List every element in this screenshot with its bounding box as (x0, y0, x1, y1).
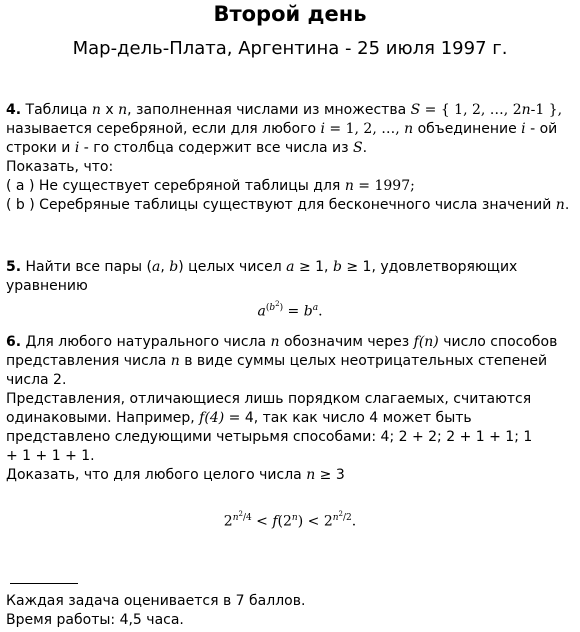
footnote-divider (10, 583, 78, 584)
problem-4-line-3: строки и i - го столбца содержит все числа из S. (6, 140, 368, 156)
problem-5-formula: $a^{(b^2)} = b^a$. (257, 300, 323, 320)
problem-4-line-2: называется серебряной, если для любого i = 1, 2, …, n объединение i - ой (6, 121, 558, 137)
problem-6-line-1: 6. Для любого натурального числа n обозначим через f(n) число способов (6, 334, 558, 350)
page-title: Второй день (213, 2, 367, 26)
problem-5 (6, 258, 572, 296)
footer-line-2: Время работы: 4,5 часа. (6, 612, 184, 628)
problem-4 (6, 101, 572, 215)
problem-6-line-7: + 1 + 1 + 1. (6, 448, 95, 464)
page-subtitle: Мар-дель-Плата, Аргентина - 25 июля 1997 г. (72, 38, 508, 59)
problem-6-line-4: Представления, отличающиеся лишь порядком слагаемых, считаются (6, 391, 532, 407)
footer (6, 592, 572, 630)
problem-6-line-6: представлено следующими четырьмя способами: 4; 2 + 2; 2 + 1 + 1; 1 (6, 429, 533, 445)
problem-6 (6, 333, 572, 485)
problem-6-line-8: Доказать, что для любого целого числа n ≥ 3 (6, 467, 345, 483)
problem-4-part-a: ( a ) Не существует серебряной таблицы для n = 1997; (6, 178, 415, 194)
problem-6-line-2: представления числа n в виде суммы целых неотрицательных степеней (6, 353, 548, 369)
problem-4-number: 4. (6, 102, 22, 118)
problem-6-line-5: одинаковыми. Например, f(4) = 4, так как число 4 может быть (6, 410, 472, 426)
problem-5-number: 5. (6, 259, 22, 275)
problem-6-formula: $2^{n^2/4} < f(2^n) < 2^{n^2/2}$. (223, 510, 357, 530)
problem-5-line-2: уравнению (6, 278, 88, 294)
problem-4-part-b: ( b ) Серебряные таблицы существуют для бесконечного числа значений n. (6, 197, 570, 213)
problem-6-line-3: числа 2. (6, 372, 67, 388)
problem-4-line-1: 4. Таблица n x n, заполненная числами из множества S = { 1, 2, …, 2n-1 }, (6, 102, 563, 118)
problem-5-line-1: 5. Найти все пары (a, b) целых чисел a ≥ 1, b ≥ 1, удовлетворяющих (6, 259, 518, 275)
problem-4-show: Показать, что: (6, 159, 114, 175)
problem-6-number: 6. (6, 334, 22, 350)
footer-line-1: Каждая задача оценивается в 7 баллов. (6, 593, 306, 609)
